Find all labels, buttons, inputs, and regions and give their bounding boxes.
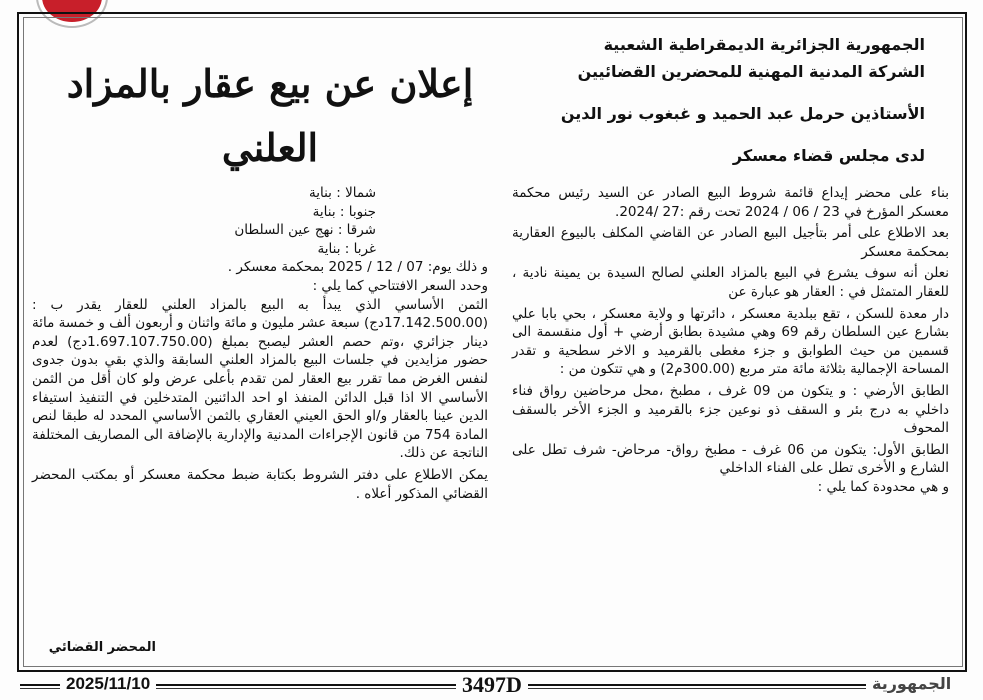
footer-code: 3497D	[456, 672, 528, 698]
paragraph-notice: نعلن أنه سوف يشرع في البيع بالمزاد العلني لصالح السيدة بن يمينة نادية ، للعقار المتمثل في : العقار هو عبارة عن	[512, 265, 949, 300]
header-company: الشركة المدنية المهنية للمحضرين القضائيين	[577, 62, 925, 81]
paragraph-boundaries-intro: و هي محدودة كما يلي :	[817, 478, 949, 495]
bailiff-signature: المحضر القضائي	[48, 640, 156, 655]
right-column	[512, 184, 949, 497]
paragraph-property: دار معدة للسكن ، تقع ببلدية معسكر ، دائرتها و ولاية معسكر ، بحي بابا علي بشارع عين السلطان رقم 69 وهي مشيدة بطابق أرضي + أول منقسمة الى قسمين من حيث الطوابق و جزء مغطى بالقرميد و الاخر سطحية و تقدر المساحة الإجمالية بثلاثة مائة متر مربع (300.00م2) و هي تتكون من :	[512, 305, 949, 378]
header-bailiffs: الأستاذين حرمل عبد الحميد و غبغوب نور الدين	[560, 104, 925, 123]
boundaries-list	[32, 184, 488, 258]
paragraph-first-floor: الطابق الأول: يتكون من 06 غرف - مطبخ رواق- مرحاض- شرف تطل على الشارع و الأخرى تطل على الفناء الداخلي	[512, 441, 949, 477]
boundary-west: غربا : بناية	[317, 240, 376, 257]
page-footer	[0, 670, 983, 700]
announcement-title: إعلان عن بيع عقار بالمزاد العلني	[66, 61, 474, 170]
boundary-north: شمالا : بناية	[309, 185, 376, 201]
boundary-south: جنوبا : بناية	[312, 203, 376, 220]
paragraph-price: الثمن الأساسي الذي يبدأ به البيع بالمزاد العلني للعقار يقدر ب : (17.142.500.00دج) سبعة عشر مليون و مائة واثنان و أربعون ألف و خمسة مائة دينار جزائري ،وتم حصم العشر ليصبح بمبلغ (1.697.107.750.00دج) لعدم حضور مزايدين في جلسات البيع بالمزاد العلني السابقة والذي بقي بدون جدوى لنفس الغرض مما تقرر بيع العقار لمن تقدم بأعلى عرض ولو كان أقل من الثمن الأساسي الا اذا قبل الدائن المنفذ او احد الدائنين المتدخلين في التنفيذ استيفاء الدين عينا بالعقار و/او الحق العيني العقاري بالثمن الأساسي المحدد له طبقا لنص المادة 754 من قانون الإجراءات المدنية والإدارية بالإضافة الى المصاريف المختلفة الناتجة عن ذلك.	[32, 296, 488, 462]
footer-brand: الجمهورية	[866, 674, 957, 693]
header-republic: الجمهورية الجزائرية الديمقراطية الشعبية	[603, 35, 925, 54]
price-intro: وحدد السعر الافتتاحي كما يلي :	[312, 277, 488, 294]
boundary-east: شرقا : نهج عين السلطان	[234, 222, 376, 239]
footer-date: 2025/11/10	[60, 674, 156, 694]
paragraph-postponement: بعد الاطلاع على أمر بتأجيل البيع الصادر عن القاضي المكلف بالبيوع العقارية بمحكمة معسكر	[512, 225, 949, 260]
paragraph-consult: يمكن الاطلاع على دفتر الشروط بكتابة ضبط محكمة معسكر أو بمكتب المحضر القضائي المذكور أعلاه .	[32, 466, 488, 502]
paragraph-ground-floor: الطابق الأرضي : و يتكون من 09 غرف ، مطبخ ،محل مرحاضين رواق فناء داخلي به درج بئر و السقف ذو نوعين جزء بالقرميد و الجزء الأخر بالسقف المحوف	[512, 382, 949, 437]
paragraph-deposit: بناء على محضر إيداع قائمة شروط البيع الصادر عن السيد رئيس محكمة معسكر المؤرخ في 23 / 06 / 2024 تحت رقم :27 /2024.	[512, 185, 949, 220]
header-court: لدى مجلس قضاء معسكر	[732, 146, 925, 165]
sale-date: و ذلك يوم: 07 / 12 / 2025 بمحكمة معسكر .	[227, 259, 488, 276]
left-column	[32, 184, 488, 503]
